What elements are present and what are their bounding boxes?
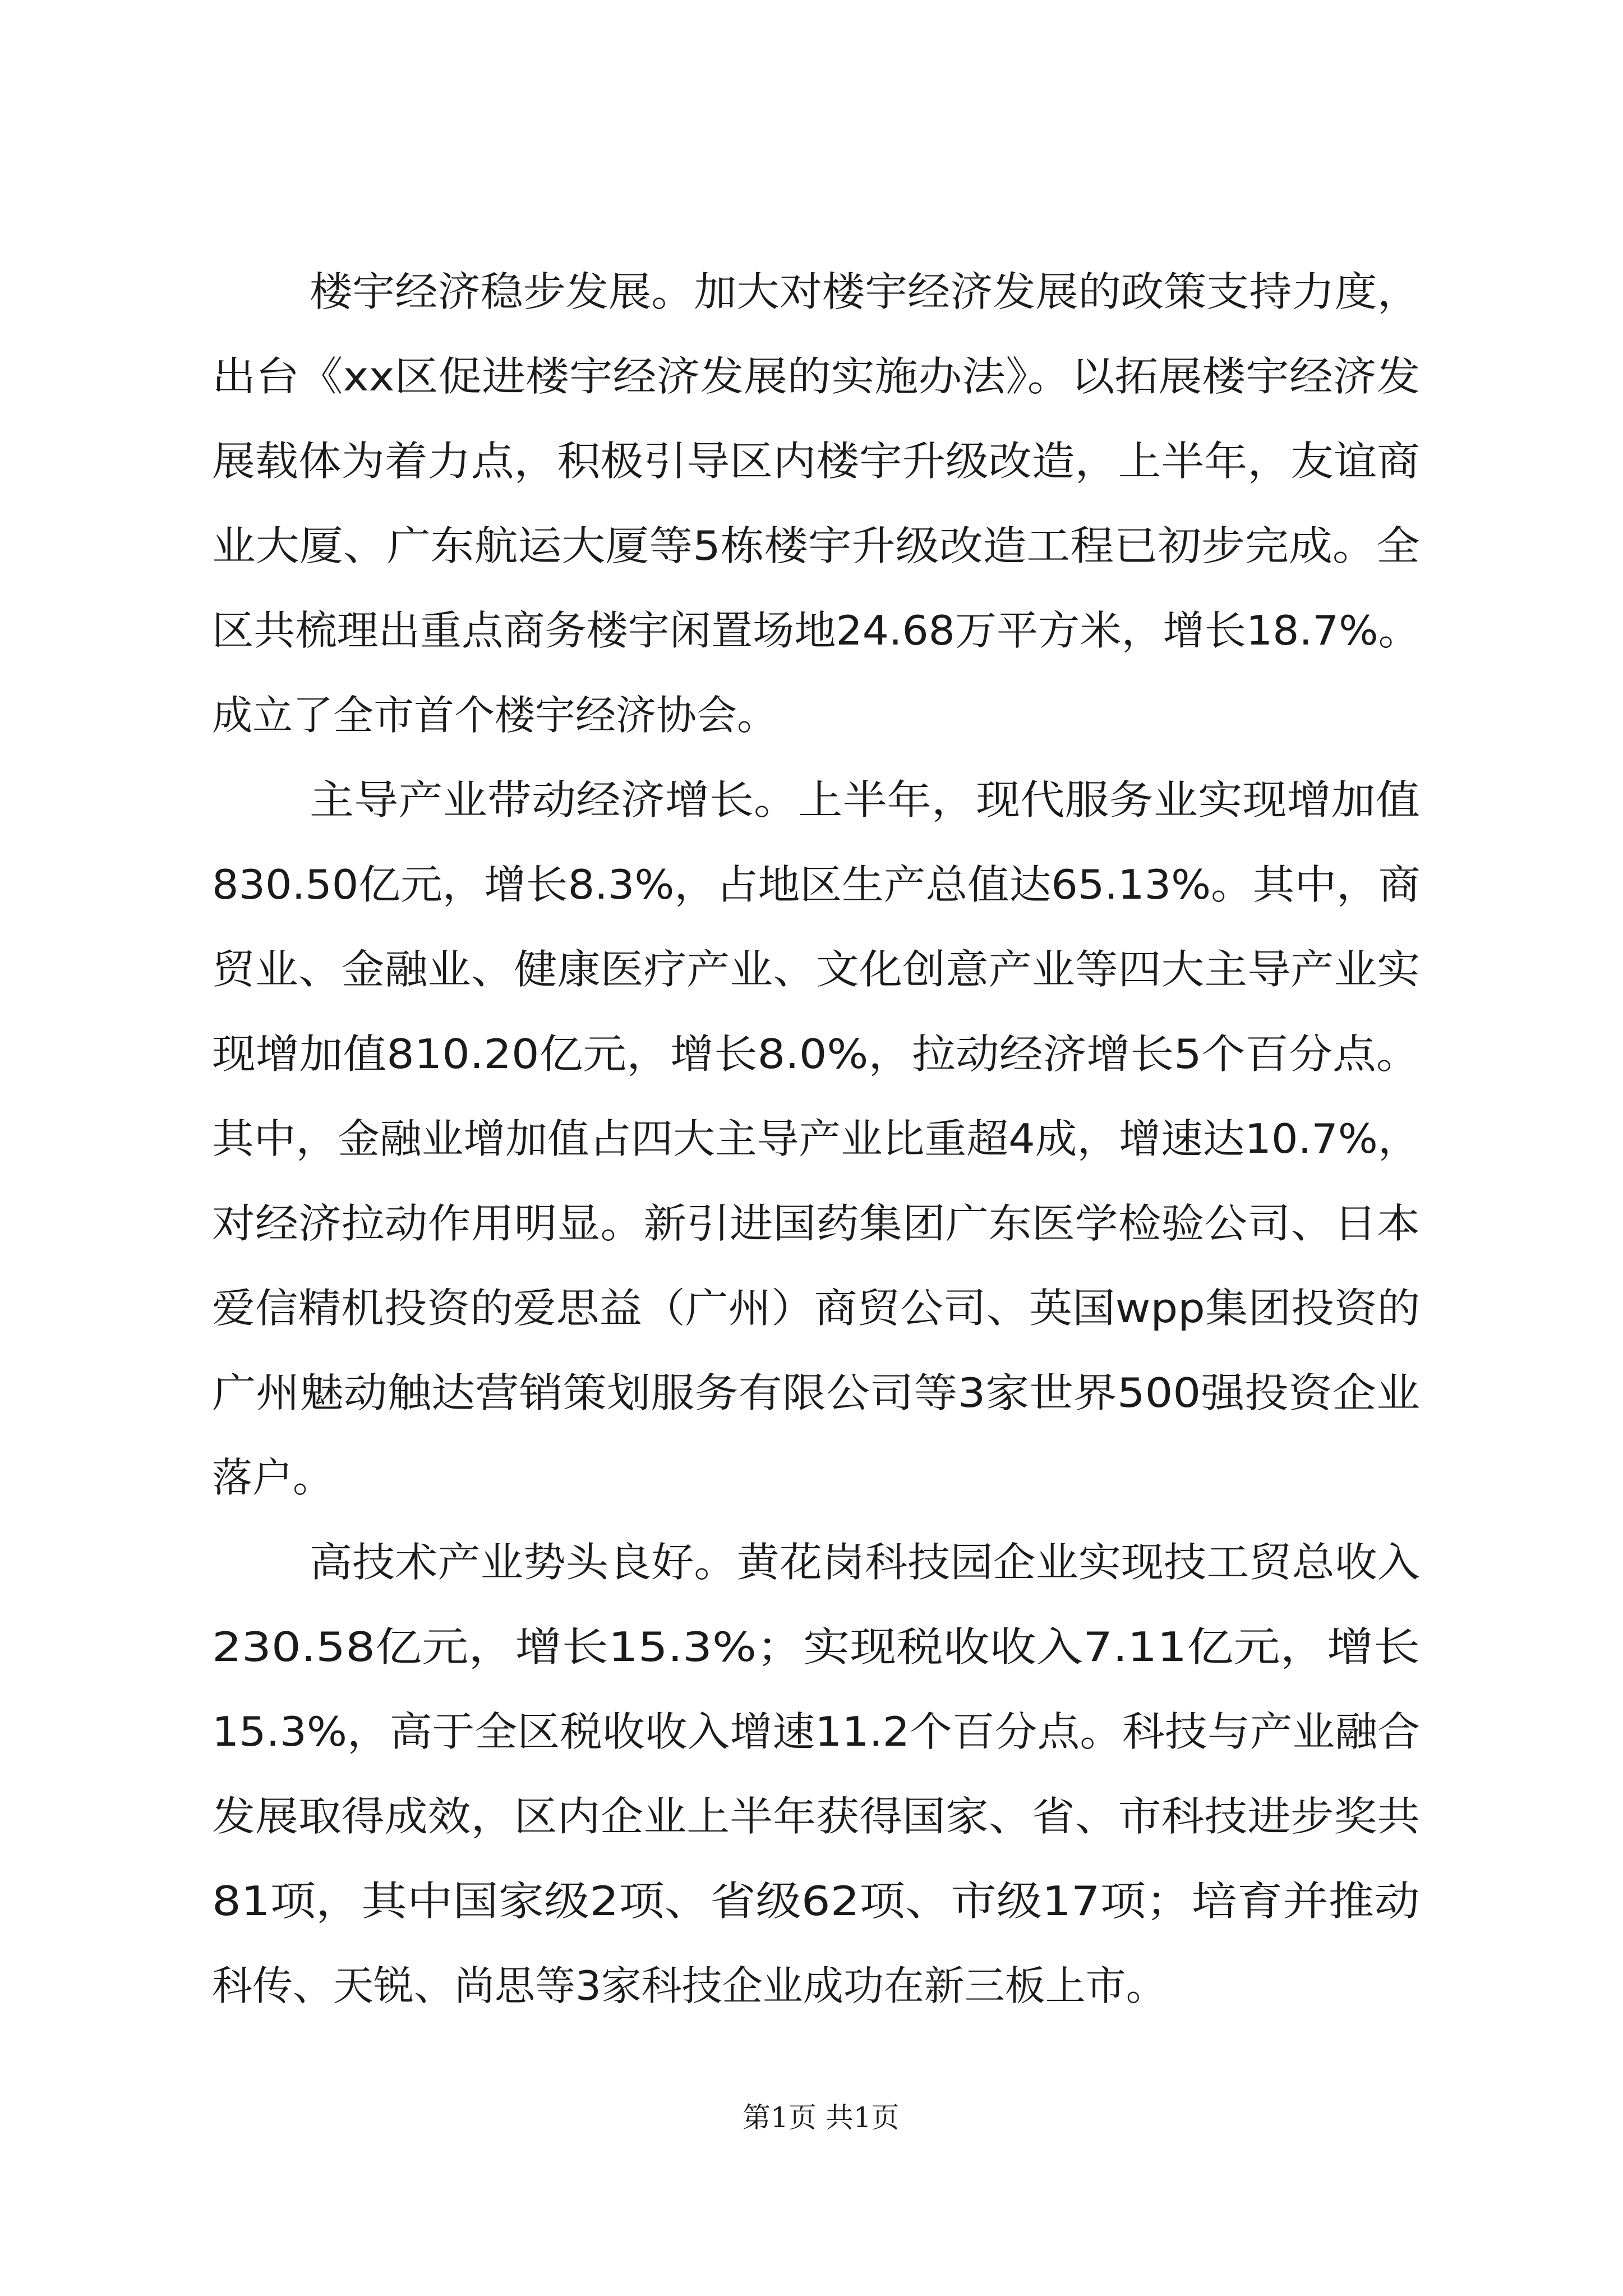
paragraph-1-line-1: 楼宇经济稳步发展。加大对楼宇经济发展的政策支持力度，	[310, 268, 1421, 315]
paragraph-3-line-4: 发展取得成效，区内企业上半年获得国家、省、市科技进步奖共	[212, 1793, 1421, 1840]
paragraph-3-line-5: 81项，其中国家级2项、省级62项、市级17项；培育并推动	[212, 1878, 1420, 1925]
paragraph-2-line-8: 广州魅动触达营销策划服务有限公司等3家世界500强投资企业	[212, 1369, 1421, 1416]
paragraph-2-line-5: 其中，金融业增加值占四大主导产业比重超4成，增速达10.7%，	[212, 1115, 1420, 1162]
paragraph-1-line-5: 区共梳理出重点商务楼宇闲置场地24.68万平方米，增长18.7%。	[212, 607, 1420, 654]
paragraph-3-line-6: 科传、天锐、尚思等3家科技企业成功在新三板上市。	[212, 1962, 1166, 2009]
page-number-footer: 第1页 共1页	[743, 2101, 900, 2134]
paragraph-2-line-1: 主导产业带动经济增长。上半年，现代服务业实现增加值	[310, 776, 1421, 823]
paragraph-3-line-3: 15.3%，高于全区税收收入增速11.2个百分点。科技与产业融合	[212, 1708, 1421, 1755]
paragraph-1-line-3: 展载体为着力点，积极引导区内楼宇升级改造，上半年，友谊商	[212, 438, 1421, 485]
paragraph-1-line-6: 成立了全市首个楼宇经济协会。	[212, 692, 778, 739]
paragraph-3-line-2: 230.58亿元，增长15.3%；实现税收收入7.11亿元，增长	[212, 1623, 1421, 1671]
paragraph-1-line-2: 出台《xx区促进楼宇经济发展的实施办法》。以拓展楼宇经济发	[212, 353, 1421, 400]
paragraph-2-line-3: 贸业、金融业、健康医疗产业、文化创意产业等四大主导产业实	[212, 946, 1421, 993]
paragraph-1-line-4: 业大厦、广东航运大厦等5栋楼宇升级改造工程已初步完成。全	[212, 522, 1420, 569]
paragraph-2-line-9: 落户。	[212, 1454, 334, 1501]
paragraph-2-line-4: 现增加值810.20亿元，增长8.0%，拉动经济增长5个百分点。	[212, 1030, 1420, 1078]
paragraph-2-line-7: 爱信精机投资的爱思益（广州）商贸公司、英国wpp集团投资的	[212, 1285, 1421, 1332]
paragraph-2-line-6: 对经济拉动作用明显。新引进国药集团广东医学检验公司、日本	[212, 1200, 1421, 1247]
paragraph-2-line-2: 830.50亿元，增长8.3%，占地区生产总值达65.13%。其中，商	[212, 861, 1421, 908]
paragraph-3-line-1: 高技术产业势头良好。黄花岗科技园企业实现技工贸总收入	[310, 1539, 1421, 1586]
